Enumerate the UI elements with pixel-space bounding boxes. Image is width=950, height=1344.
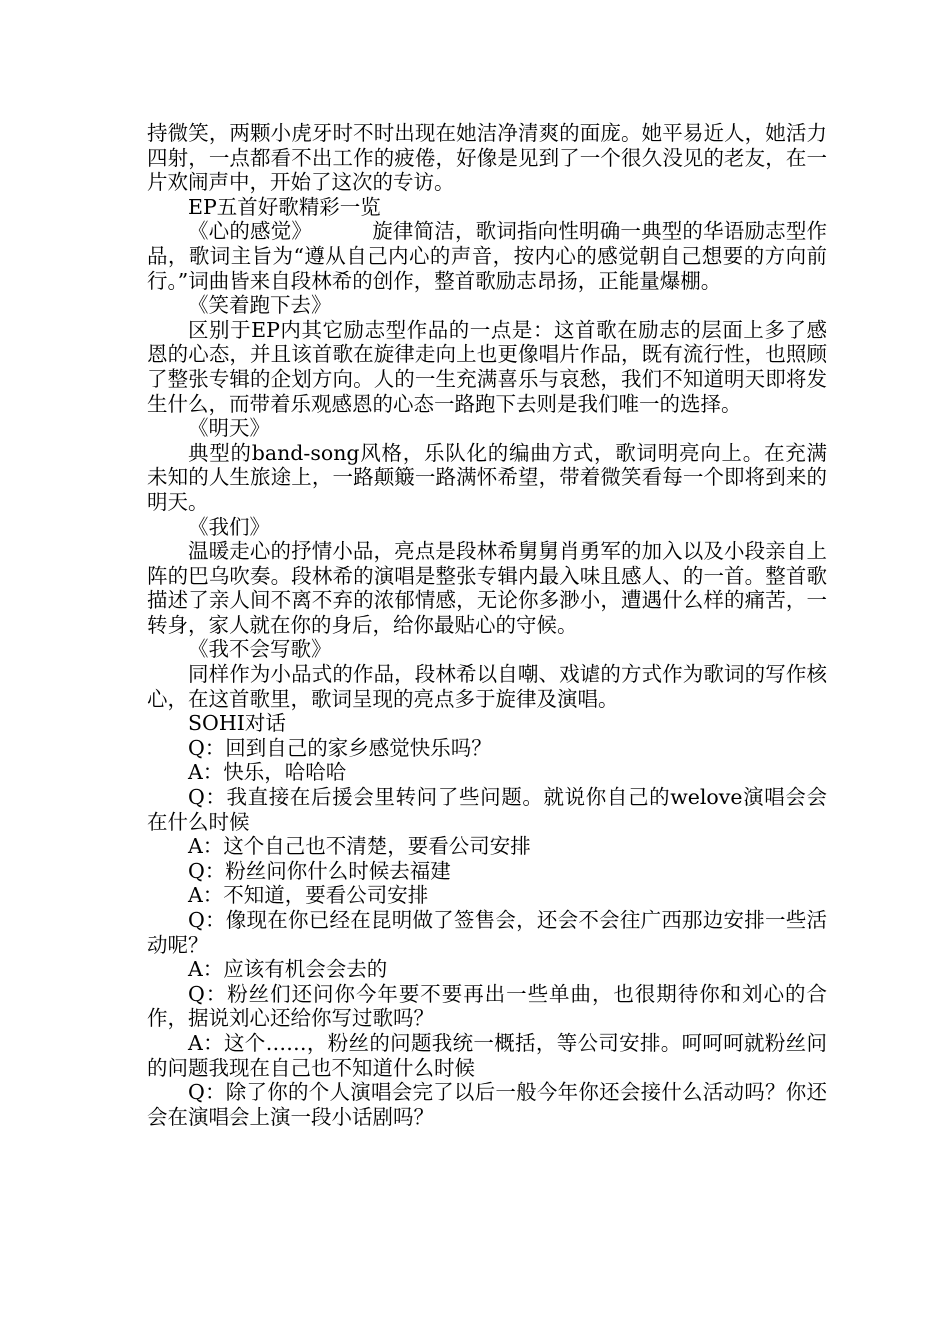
question-line: Q：粉丝们还问你今年要不要再出一些单曲，也很期待你和刘心的合作，据说刘心还给你写过歌吗？ bbox=[147, 981, 827, 1031]
answer-line: A：应该有机会会去的 bbox=[188, 957, 388, 982]
question-line: Q：我直接在后援会里转问了些问题。就说你自己的welove演唱会会在什么时候 bbox=[147, 785, 827, 834]
answer-line: A：快乐，哈哈哈 bbox=[188, 760, 347, 785]
document-page bbox=[147, 121, 827, 1129]
answer-line: A：不知道，要看公司安排 bbox=[188, 883, 429, 908]
section-heading-dialogue: SOHI对话 bbox=[188, 711, 286, 736]
song-description: 典型的band-song风格，乐队化的编曲方式，歌词明亮向上。在充满未知的人生旅途上，一路颠簸一路满怀希望，带着微笑看每一个即将到来的明天。 bbox=[147, 440, 827, 514]
song-title: 《心的感觉》 bbox=[188, 219, 313, 244]
question-line: Q：粉丝问你什么时候去福建 bbox=[188, 858, 451, 883]
question-line: Q：回到自己的家乡感觉快乐吗？ bbox=[188, 735, 492, 760]
answer-line: A：这个……，粉丝的问题我统一概括，等公司安排。呵呵呵就粉丝问的问题我现在自己也不知道什么时候 bbox=[147, 1030, 827, 1080]
answer-line: A：这个自己也不清楚，要看公司安排 bbox=[188, 834, 531, 859]
paragraph-intro: 持微笑，两颗小虎牙时不时出现在她洁净清爽的面庞。她平易近人，她活力四射，一点都看不出工作的疲倦，好像是见到了一个很久没见的老友，在一片欢闹声中，开始了这次的专访。 bbox=[147, 121, 827, 195]
song-title: 《笑着跑下去》 bbox=[188, 293, 332, 318]
song-title: 《我们》 bbox=[188, 514, 270, 539]
song-description: 区别于EP内其它励志型作品的一点是：这首歌在励志的层面上多了感恩的心态，并且该首歌在旋律走向上也更像唱片作品，既有流行性，也照顾了整张专辑的企划方向。人的一生充满喜乐与哀愁，我们不知道明天即将发生什么，而带着乐观感恩的心态一路跑下去则是我们唯一的选择。 bbox=[147, 317, 827, 416]
song-description: 温暖走心的抒情小品，亮点是段林希舅舅肖勇军的加入以及小段亲自上阵的巴乌吹奏。段林希的演唱是整张专辑内最入味且感人、的一首。整首歌描述了亲人间不离不弃的浓郁情感，无论你多渺小，遭遇什么样的痛苦，一转身，家人就在你的身后，给你最贴心的守候。 bbox=[147, 539, 827, 637]
question-line: Q：除了你的个人演唱会完了以后一般今年你还会接什么活动吗？你还会在演唱会上演一段小话剧吗？ bbox=[147, 1080, 827, 1129]
song-description: 同样作为小品式的作品，段林希以自嘲、戏谑的方式作为歌词的写作核心，在这首歌里，歌词呈现的亮点多于旋律及演唱。 bbox=[147, 662, 827, 711]
song-description-text: 旋律简洁，歌词指向性明确一典型的华语励志型作品，歌词主旨为“遵从自己内心的声音，按内心的感觉朝自己想要的方向前行。”词曲皆来自段林希的创作，整首歌励志昂扬，正能量爆棚。 bbox=[147, 219, 828, 293]
song-title: 《我不会写歌》 bbox=[188, 637, 332, 662]
song-title: 《明天》 bbox=[188, 416, 270, 441]
section-heading-ep: EP五首好歌精彩一览 bbox=[188, 194, 381, 219]
question-line: Q：像现在你已经在昆明做了签售会，还会不会往广西那边安排一些活动呢？ bbox=[147, 908, 827, 957]
song-description bbox=[147, 219, 827, 293]
